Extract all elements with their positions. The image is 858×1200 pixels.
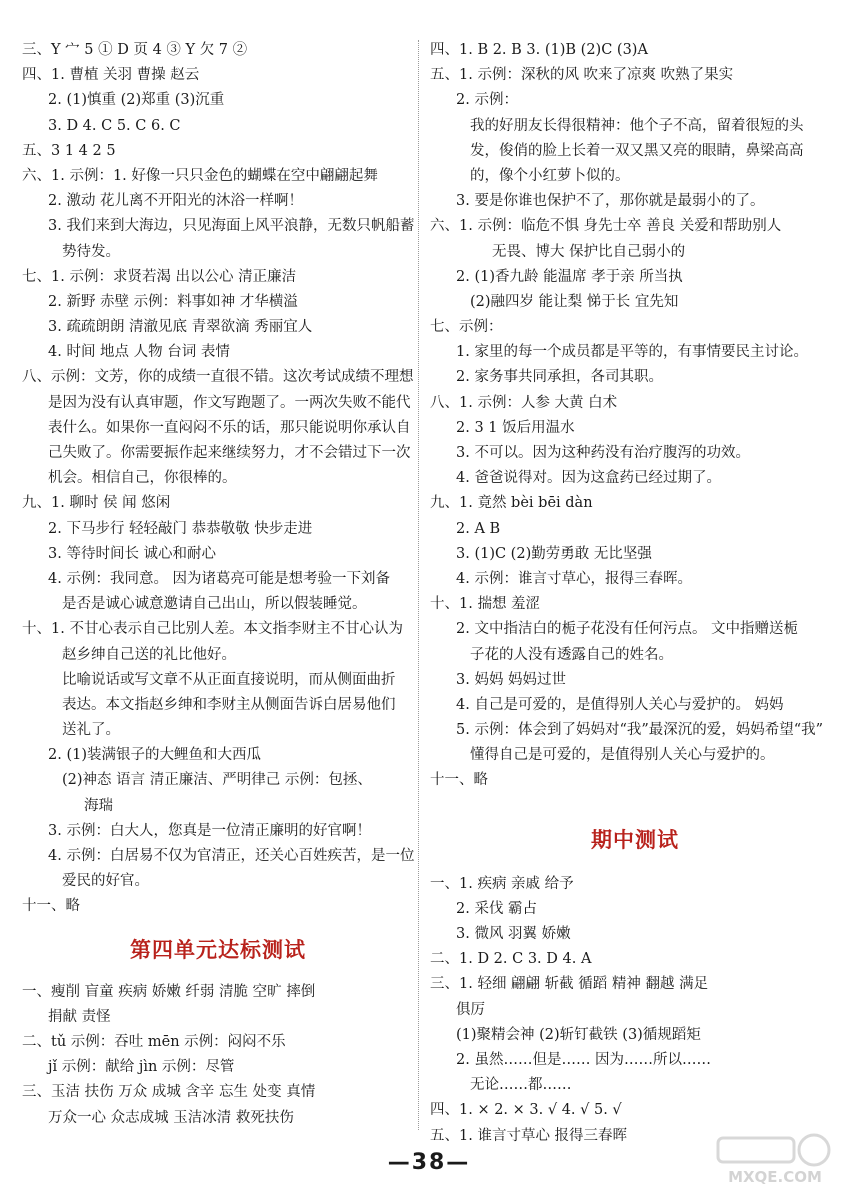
answer-line: jǐ 示例：献给 jìn 示例：尽管 xyxy=(48,1059,235,1076)
answer-line: 3. 微风 羽翼 娇嫩 xyxy=(456,926,571,942)
answer-line: 2. 下马步行 轻轻敲门 恭恭敬敬 快步走进 xyxy=(48,520,313,537)
answer-line: 3. D 4. C 5. C 6. C xyxy=(48,117,181,134)
answer-line: 2. 采伐 霸占 xyxy=(456,900,538,917)
answer-line: 十、1. 揣想 羞涩 xyxy=(430,596,541,613)
answer-line: 七、示例： xyxy=(430,319,503,336)
answer-line: 3. (1)C (2)勤劳勇敢 无比坚强 xyxy=(456,545,652,562)
answer-line: 懂得自己是可爱的，是值得别人关心与爱护的。 xyxy=(470,747,775,764)
answer-line: 我的好朋友长得很精神：他个子不高，留着很短的头 xyxy=(470,117,804,134)
answer-line: 2. (1)装满银子的大鲤鱼和大西瓜 xyxy=(48,747,261,764)
answer-line: 4. 时间 地点 人物 台词 表情 xyxy=(48,344,230,361)
answer-line: 2. 3 1 饭后用温水 xyxy=(456,419,575,436)
answer-line: 1. 家里的每一个成员都是平等的，有事情要民主讨论。 xyxy=(456,344,808,361)
answer-line: 势待发。 xyxy=(62,243,120,260)
answer-line: 2. (1)慎重 (2)郑重 (3)沉重 xyxy=(48,92,225,109)
answer-line: 九、1. 竟然 bèi bēi dàn xyxy=(430,495,593,512)
answer-line: 俱厉 xyxy=(456,1001,485,1018)
answer-line: 4. 示例：谁言寸草心，报得三春晖。 xyxy=(456,570,692,587)
answer-line: 2. 虽然……但是…… 因为……所以…… xyxy=(456,1051,712,1068)
answer-line: 3. 疏疏朗朗 清澈见底 青翠欲滴 秀丽宜人 xyxy=(48,319,313,336)
answer-line: 五、3 1 4 2 5 xyxy=(22,142,116,159)
answer-line: 无畏、博大 保护比自己弱小的 xyxy=(492,243,686,260)
answer-line: 4. 示例：我同意。 因为诸葛亮可能是想考验一下刘备 xyxy=(48,570,391,587)
answer-line: 一、瘦削 盲童 疾病 娇嫩 纤弱 清脆 空旷 摔倒 xyxy=(22,983,316,1000)
answer-line: 是否是诚心诚意邀请自己出山，所以假装睡觉。 xyxy=(62,596,367,613)
answer-line: 5. 示例：体会到了妈妈对“我”最深沉的爱，妈妈希望“我” xyxy=(456,722,824,739)
answer-line: 己失败了。你需要振作起来继续努力，才不会错过下一次 xyxy=(48,445,411,461)
answer-line: 七、1. 示例：求贤若渴 出以公心 清正廉洁 xyxy=(22,268,297,285)
answer-line: 三、Y 宀 5 ① D 页 4 ③ Y 欠 7 ② xyxy=(22,42,248,58)
answer-line: 四、1. 曹植 关羽 曹操 赵云 xyxy=(22,67,200,84)
page-number: —38— xyxy=(387,1150,471,1175)
section-title-unit-four-test: 第四单元达标测试 xyxy=(130,937,306,962)
column-divider xyxy=(418,40,419,1130)
answer-line: 八、1. 示例：人参 大黄 白术 xyxy=(430,394,618,411)
answer-line: 2. 家务事共同承担，各司其职。 xyxy=(456,369,663,386)
answer-line: 五、1. 谁言寸草心 报得三春晖 xyxy=(430,1127,628,1144)
answer-line: 六、1. 示例：临危不惧 身先士卒 善良 关爱和帮助别人 xyxy=(430,218,782,235)
left-column xyxy=(22,38,414,1131)
answer-line: 无论……都…… xyxy=(470,1077,572,1094)
answer-line: 万众一心 众志成城 玉洁冰清 救死扶伤 xyxy=(48,1109,294,1126)
answer-line: 八、示例：文芳，你的成绩一直很不错。这次考试成绩不理想 xyxy=(22,369,414,386)
answer-line: 2. (1)香九龄 能温席 孝于亲 所当执 xyxy=(456,268,683,285)
answer-line: 2. 文中指洁白的栀子花没有任何污点。 文中指赠送栀 xyxy=(456,621,799,638)
answer-line: 爱民的好官。 xyxy=(62,873,149,890)
answer-line: 3. 示例：白大人，您真是一位清正廉明的好官啊！ xyxy=(48,822,371,839)
answer-line: 发，俊俏的脸上长着一双又黑又亮的眼睛，鼻梁高高 xyxy=(470,142,804,159)
answer-line: 子花的人没有透露自己的姓名。 xyxy=(470,646,673,663)
watermark-text: MXQE.COM xyxy=(728,1168,822,1186)
answer-line: 四、1. B 2. B 3. (1)B (2)C (3)A xyxy=(430,42,648,58)
right-column xyxy=(430,38,840,1149)
answer-line: 4. 自己是可爱的，是值得别人关心与爱护的。 妈妈 xyxy=(456,696,784,713)
answer-line: 3. 妈妈 妈妈过世 xyxy=(456,671,567,688)
answer-line: 二、1. D 2. C 3. D 4. A xyxy=(430,951,592,968)
answer-line: 十、1. 不甘心表示自己比别人差。本文指李财主不甘心认为 xyxy=(22,621,403,638)
answer-line: (2)神态 语言 清正廉洁、严明律己 示例：包拯、 xyxy=(62,772,372,789)
answer-line: 送礼了。 xyxy=(62,722,120,739)
answer-line: 机会。相信自己，你很棒的。 xyxy=(48,470,237,487)
answer-line: 2. A B xyxy=(456,520,501,537)
answer-line: 2. 激动 花儿离不开阳光的沐浴一样啊！ xyxy=(48,193,304,210)
answer-line: (2)融四岁 能让梨 悌于长 宜先知 xyxy=(470,293,679,310)
answer-line: 十一、略 xyxy=(22,898,80,915)
answer-line: 是因为没有认真审题，作文写跑题了。一两次失败不能代 xyxy=(48,394,411,411)
answer-line: 3. 等待时间长 诚心和耐心 xyxy=(48,545,217,562)
answer-line: 4. 爸爸说得对。因为这盒药已经过期了。 xyxy=(456,470,721,487)
answer-line: (1)聚精会神 (2)斩钉截铁 (3)循规蹈矩 xyxy=(456,1026,701,1043)
answer-line: 表达。本文指赵乡绅和李财主从侧面告诉白居易他们 xyxy=(62,696,396,713)
answer-line: 比喻说话或写文章不从正面直接说明，而从侧面曲折 xyxy=(62,671,396,688)
answer-line: 捐献 责怪 xyxy=(48,1008,111,1025)
answer-line: 六、1. 示例：1. 好像一只只金色的蝴蝶在空中翩翩起舞 xyxy=(22,167,378,184)
answer-line: 九、1. 聊时 侯 闻 悠闲 xyxy=(22,495,171,512)
watermark-logo xyxy=(710,1130,840,1188)
section-title-midterm-test: 期中测试 xyxy=(591,827,679,852)
answer-line: 四、1. × 2. × 3. √ 4. √ 5. √ xyxy=(430,1102,622,1119)
answer-line: 一、1. 疾病 亲戚 给予 xyxy=(430,875,574,892)
answer-line: 赵乡绅自己送的礼比他好。 xyxy=(62,646,236,663)
answer-line: 五、1. 示例：深秋的风 吹来了凉爽 吹熟了果实 xyxy=(430,67,734,84)
answer-line: 3. 不可以。因为这种药没有治疗腹泻的功效。 xyxy=(456,445,750,461)
answer-line: 三、1. 轻细 翩翩 斩截 循蹈 精神 翻越 满足 xyxy=(430,976,709,993)
answer-line: 表什么。如果你一直闷闷不乐的话，那只能说明你承认自 xyxy=(48,419,411,436)
answer-line: 3. 我们来到大海边，只见海面上风平浪静，无数只帆船蓄 xyxy=(48,218,414,235)
answer-line: 三、玉洁 扶伤 万众 成城 含辛 忘生 处变 真情 xyxy=(22,1084,316,1101)
answer-line: 的，像个小红萝卜似的。 xyxy=(470,167,630,184)
answer-line: 2. 示例： xyxy=(456,92,518,109)
answer-line: 4. 示例：白居易不仅为官清正，还关心百姓疾苦，是一位 xyxy=(48,848,414,864)
answer-line: 十一、略 xyxy=(430,772,488,789)
answer-line: 2. 新野 赤壁 示例：料事如神 才华横溢 xyxy=(48,293,298,310)
answer-line: 3. 要是你谁也保护不了，那你就是最弱小的了。 xyxy=(456,193,765,210)
answer-line: 海瑞 xyxy=(84,797,113,814)
answer-line: 二、tǔ 示例：吞吐 mēn 示例：闷闷不乐 xyxy=(22,1033,286,1050)
